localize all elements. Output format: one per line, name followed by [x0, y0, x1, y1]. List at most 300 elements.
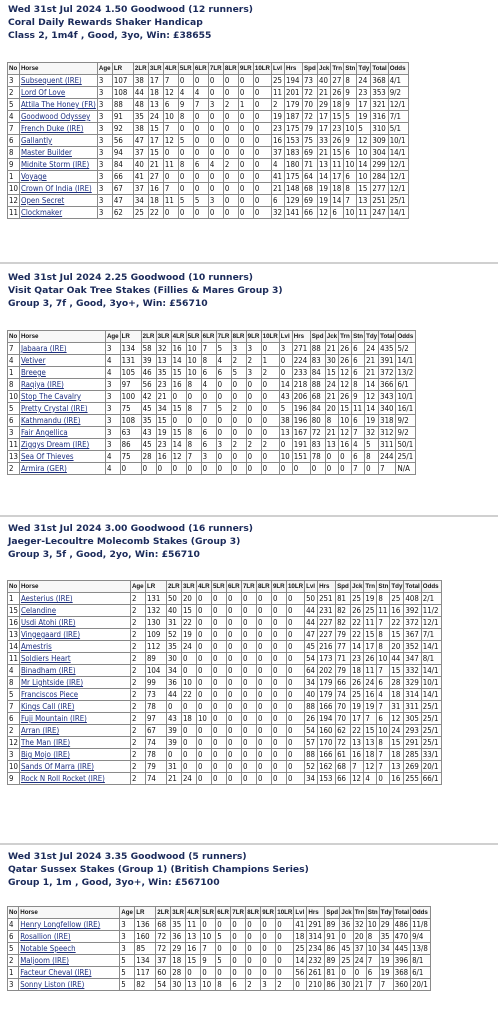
table-cell: 0 — [231, 451, 246, 463]
table-cell: 0 — [246, 919, 261, 931]
horse-link[interactable]: Sonny Liston (IRE) — [19, 979, 120, 991]
column-header[interactable]: 2LR — [156, 907, 171, 919]
table-cell: 3 — [105, 343, 120, 355]
table-cell: 0 — [231, 415, 246, 427]
column-header[interactable]: Odds — [421, 581, 441, 593]
column-header[interactable]: 6LR — [216, 907, 231, 919]
table-cell: 2 — [246, 355, 261, 367]
table-cell: 0 — [261, 967, 276, 979]
column-header[interactable]: Trn — [331, 63, 344, 75]
table-cell: 14/1 — [396, 355, 416, 367]
column-header[interactable]: Trn — [364, 581, 377, 593]
column-header[interactable]: 4LR — [196, 581, 211, 593]
column-header[interactable]: Spd — [310, 331, 325, 343]
table-cell: 79 — [336, 629, 351, 641]
column-header[interactable]: 5LR — [186, 331, 201, 343]
table-cell: 0 — [241, 761, 256, 773]
table-cell: 284 — [371, 171, 388, 183]
horse-link[interactable]: Franciscos Piece — [19, 689, 130, 701]
table-cell: 0 — [216, 967, 231, 979]
column-header[interactable]: Odds — [396, 331, 416, 343]
table-cell: 0 — [279, 463, 292, 475]
column-header[interactable]: Stn — [344, 63, 357, 75]
column-header[interactable]: Jck — [318, 63, 331, 75]
column-header[interactable]: Spd — [303, 63, 318, 75]
horse-link[interactable]: Ziggys Dream (IRE) — [19, 439, 105, 451]
horse-link[interactable]: Rosallion (IRE) — [19, 931, 120, 943]
table-cell: 0 — [211, 665, 226, 677]
table-cell: 16 — [9, 618, 18, 627]
table-cell: 2 — [8, 725, 20, 737]
table-cell: 19 — [318, 195, 331, 207]
table-cell: 34 — [379, 943, 393, 955]
table-cell: 9/2 — [396, 427, 416, 439]
table-cell: 10 — [377, 653, 390, 665]
horse-link[interactable]: Fair Angellica — [19, 427, 105, 439]
table-cell: 8 — [352, 379, 365, 391]
horse-link[interactable]: Aesterius (IRE) — [19, 593, 130, 605]
table-row — [8, 343, 416, 355]
column-header[interactable]: 3LR — [171, 907, 186, 919]
table-cell: 6 — [8, 713, 20, 725]
horse-link[interactable]: Mr Lightside (IRE) — [19, 677, 130, 689]
table-cell: 67 — [145, 725, 166, 737]
column-header[interactable]: 3LR — [148, 63, 163, 75]
column-header[interactable]: Tdy — [379, 907, 393, 919]
horse-link[interactable]: The Man (IRE) — [19, 737, 130, 749]
table-cell: 21 — [365, 367, 379, 379]
horse-link[interactable]: Rock N Roll Rocket (IRE) — [19, 773, 130, 785]
table-cell: 86 — [325, 979, 340, 991]
table-cell: 0 — [256, 677, 271, 689]
column-header[interactable]: 6LR — [201, 331, 216, 343]
table-cell: 305 — [404, 713, 421, 725]
column-header[interactable]: Stn — [366, 907, 379, 919]
table-cell: 23 — [156, 439, 171, 451]
table-cell: 13 — [364, 737, 377, 749]
column-header[interactable]: 6LR — [226, 581, 241, 593]
table-cell: 2 — [8, 87, 20, 99]
table-cell: 0 — [241, 737, 256, 749]
table-cell: 7 — [163, 75, 178, 87]
table-cell: 47 — [112, 195, 133, 207]
column-header[interactable]: Hrs — [318, 581, 336, 593]
column-header[interactable]: Odds — [388, 63, 408, 75]
column-header[interactable]: Tdy — [365, 331, 379, 343]
table-cell: 112 — [145, 641, 166, 653]
horse-link[interactable]: Soldiers Heart — [19, 653, 130, 665]
column-header[interactable]: Age — [105, 331, 120, 343]
column-header[interactable]: 7LR — [208, 63, 223, 75]
table-cell: 82 — [135, 979, 156, 991]
horse-link[interactable]: Kings Call (IRE) — [19, 701, 130, 713]
table-cell: N/A — [396, 463, 416, 475]
table-row — [8, 725, 442, 737]
horse-link[interactable]: Attila The Honey (FR) — [20, 100, 96, 109]
column-header[interactable]: LR — [145, 581, 166, 593]
table-cell: 7 — [377, 749, 390, 761]
table-cell: 27 — [148, 171, 163, 183]
table-cell: 35 — [141, 415, 156, 427]
column-header[interactable]: 9LR — [238, 63, 253, 75]
column-header[interactable]: No — [8, 581, 20, 593]
table-cell: 3 — [97, 99, 112, 111]
column-header[interactable]: Odds — [411, 907, 431, 919]
column-header[interactable]: Hrs — [307, 907, 325, 919]
column-header[interactable]: 2LR — [166, 581, 181, 593]
table-cell: 3 — [105, 427, 120, 439]
table-cell: 367 — [404, 629, 421, 641]
table-cell: 2/1 — [421, 593, 441, 605]
table-cell: 2 — [231, 439, 246, 451]
header-row — [8, 331, 416, 343]
table-cell: 0 — [231, 391, 246, 403]
column-header[interactable]: LR — [135, 907, 156, 919]
table-cell: 0 — [253, 111, 271, 123]
table-cell: 0 — [256, 665, 271, 677]
table-cell: 19 — [272, 111, 285, 123]
horse-link[interactable]: Sands Of Marra (IRE) — [19, 761, 130, 773]
header-row — [8, 907, 431, 919]
horse-link[interactable]: Amestris — [19, 641, 130, 653]
table-cell: 0 — [246, 967, 261, 979]
column-header[interactable]: 5LR — [211, 581, 226, 593]
table-cell: 391 — [379, 355, 396, 367]
column-header[interactable]: 10LR — [253, 63, 271, 75]
table-cell: 0 — [253, 183, 271, 195]
table-cell: 24 — [353, 955, 366, 967]
column-header[interactable]: 3LR — [181, 581, 196, 593]
column-header[interactable]: 10LR — [276, 907, 294, 919]
column-header[interactable]: Tdy — [390, 581, 404, 593]
column-header[interactable]: Stn — [377, 581, 390, 593]
table-cell: 0 — [261, 427, 279, 439]
table-cell: 0 — [271, 653, 286, 665]
table-cell: 72 — [156, 943, 171, 955]
table-cell: 0 — [231, 931, 246, 943]
table-cell: 22 — [351, 725, 364, 737]
table-cell: 0 — [208, 87, 223, 99]
column-header[interactable]: Horse — [19, 581, 130, 593]
table-cell: 0 — [271, 713, 286, 725]
horse-link[interactable]: Open Secret — [19, 195, 97, 207]
horse-link[interactable]: Usdi Atohi (IRE) — [19, 617, 130, 629]
column-header[interactable]: 5LR — [201, 907, 216, 919]
table-cell: 23 — [351, 653, 364, 665]
column-header[interactable]: Jck — [351, 581, 364, 593]
table-cell: 0 — [286, 617, 304, 629]
table-cell: 0 — [211, 761, 226, 773]
table-cell: 0 — [276, 919, 294, 931]
column-header[interactable]: 3LR — [156, 331, 171, 343]
table-cell: 7 — [377, 665, 390, 677]
column-header[interactable]: 8LR — [231, 331, 246, 343]
table-cell: 4 — [208, 159, 223, 171]
horse-link[interactable]: Subsequent (IRE) — [19, 75, 97, 87]
horse-link[interactable]: Master Builder — [19, 147, 97, 159]
table-cell: 72 — [303, 87, 318, 99]
column-header[interactable]: No — [8, 907, 19, 919]
table-cell: 18 — [390, 689, 404, 701]
table-cell: 0 — [211, 641, 226, 653]
column-header[interactable]: 9LR — [261, 907, 276, 919]
horse-link[interactable]: Henry Longfellow (IRE) — [19, 919, 120, 931]
column-header[interactable]: Spd — [336, 581, 351, 593]
column-header[interactable]: 10LR — [261, 331, 279, 343]
horse-link[interactable]: Binadham (IRE) — [19, 665, 130, 677]
table-cell: 368 — [393, 967, 410, 979]
horse-link[interactable]: Pretty Crystal (IRE) — [19, 403, 105, 415]
table-cell: 0 — [276, 931, 294, 943]
column-header[interactable]: 7LR — [216, 331, 231, 343]
column-header[interactable]: LR — [120, 331, 141, 343]
horse-link[interactable]: Gallantly — [19, 135, 97, 147]
column-header[interactable]: 9LR — [246, 331, 261, 343]
table-cell: 17 — [331, 171, 344, 183]
table-cell: 14/1 — [421, 689, 441, 701]
column-header[interactable]: Total — [404, 581, 421, 593]
table-cell: 0 — [171, 415, 186, 427]
table-cell: 3 — [120, 919, 135, 931]
horse-link[interactable]: Breege — [19, 367, 105, 379]
table-cell: 19 — [181, 629, 196, 641]
table-cell: 5/1 — [388, 123, 408, 135]
horse-link[interactable]: Crown Of India (IRE) — [19, 183, 97, 195]
table-cell: 79 — [145, 761, 166, 773]
horse-link[interactable]: Notable Speech — [19, 943, 120, 955]
table-cell: 0 — [253, 171, 271, 183]
table-cell: 9 — [344, 99, 357, 111]
horse-link[interactable]: Midnite Storm (IRE) — [19, 159, 97, 171]
horse-link[interactable]: Goodwood Odyssey — [19, 111, 97, 123]
table-cell: 0 — [196, 701, 211, 713]
column-header[interactable]: Hrs — [285, 63, 303, 75]
table-cell: 4 — [8, 665, 20, 677]
column-header[interactable]: Lvl — [305, 581, 318, 593]
table-cell: 6 — [8, 135, 20, 147]
table-cell: 7 — [193, 99, 208, 111]
table-cell: 299 — [371, 159, 388, 171]
horse-link[interactable]: Voyage — [19, 171, 97, 183]
table-cell: 19 — [364, 593, 377, 605]
column-header[interactable]: No — [8, 331, 20, 343]
column-header[interactable]: LR — [112, 63, 133, 75]
horse-link[interactable]: Maljoom (IRE) — [19, 955, 120, 967]
table-cell: 151 — [292, 451, 310, 463]
table-cell: 216 — [318, 641, 336, 653]
table-cell: 44 — [305, 617, 318, 629]
table-cell: 18 — [390, 749, 404, 761]
horse-link[interactable]: Stop The Cavalry — [19, 391, 105, 403]
column-header[interactable]: Trn — [353, 907, 366, 919]
table-cell: 0 — [196, 761, 211, 773]
horse-link[interactable]: Arran (IRE) — [19, 725, 130, 737]
table-cell: 231 — [318, 605, 336, 617]
column-header[interactable]: Horse — [19, 907, 120, 919]
column-header[interactable]: 4LR — [186, 907, 201, 919]
table-cell: 66/1 — [421, 773, 441, 785]
column-header[interactable]: 7LR — [231, 907, 246, 919]
table-row — [8, 653, 442, 665]
table-cell: 6/1 — [411, 967, 431, 979]
column-header[interactable]: Spd — [325, 907, 340, 919]
horse-link[interactable]: Raqiya (IRE) — [19, 379, 105, 391]
horse-link[interactable]: Big Mojo (IRE) — [19, 749, 130, 761]
horse-link[interactable]: Kathmandu (IRE) — [19, 415, 105, 427]
table-cell: 34 — [156, 403, 171, 415]
table-cell: 85 — [135, 943, 156, 955]
column-header[interactable]: 2LR — [141, 331, 156, 343]
table-cell: 14/1 — [388, 147, 408, 159]
column-header[interactable]: 4LR — [171, 331, 186, 343]
table-cell: 0 — [226, 737, 241, 749]
table-cell: 0 — [223, 135, 238, 147]
table-cell: 160 — [135, 931, 156, 943]
column-header[interactable]: Hrs — [292, 331, 310, 343]
race-header — [0, 3, 498, 42]
race-title: Wed 31st Jul 2024 2.25 Goodwood (10 runners) — [8, 272, 253, 283]
table-cell: 0 — [253, 87, 271, 99]
table-cell: 8 — [8, 677, 20, 689]
table-cell: 21 — [318, 147, 331, 159]
table-cell: 0 — [286, 593, 304, 605]
horse-link[interactable]: Clockmaker — [19, 207, 97, 219]
table-cell: 8 — [8, 379, 20, 391]
race-title: Wed 31st Jul 2024 1.50 Goodwood (12 runners) — [8, 4, 253, 15]
table-cell: 15 — [181, 605, 196, 617]
column-header[interactable]: Age — [120, 907, 135, 919]
horse-link[interactable]: Vetiver — [19, 355, 105, 367]
horse-link[interactable]: Armira (GER) — [19, 463, 105, 475]
column-header[interactable]: 9LR — [271, 581, 286, 593]
horse-link[interactable]: Vingegaard (IRE) — [19, 629, 130, 641]
table-cell: 35 — [171, 919, 186, 931]
column-header[interactable]: No — [8, 63, 20, 75]
table-cell: 25 — [294, 943, 307, 955]
horse-link[interactable]: Sea Of Thieves — [19, 451, 105, 463]
table-cell: 43 — [279, 391, 292, 403]
column-header[interactable]: Total — [379, 331, 396, 343]
table-row — [8, 415, 416, 427]
table-cell: 11 — [9, 440, 18, 449]
table-cell: 6 — [8, 415, 20, 427]
table-cell: 8 — [344, 183, 357, 195]
table-cell: 7 — [364, 713, 377, 725]
table-cell: 131 — [145, 593, 166, 605]
table-cell: 10 — [279, 451, 292, 463]
column-header[interactable]: 10LR — [286, 581, 304, 593]
column-header[interactable]: Jck — [340, 907, 353, 919]
table-cell: 0 — [276, 967, 294, 979]
table-cell: 179 — [318, 689, 336, 701]
table-row — [8, 629, 442, 641]
table-cell: 5 — [193, 195, 208, 207]
table-cell: 0 — [365, 463, 379, 475]
table-cell: 0 — [271, 665, 286, 677]
table-row — [8, 355, 416, 367]
table-cell: 0 — [211, 677, 226, 689]
table-cell: 3 — [97, 147, 112, 159]
table-cell: 187 — [285, 111, 303, 123]
table-cell: 12 — [9, 738, 18, 747]
table-cell: 0 — [241, 749, 256, 761]
column-header[interactable]: 7LR — [241, 581, 256, 593]
column-header[interactable]: 6LR — [193, 63, 208, 75]
column-header[interactable]: Horse — [19, 331, 105, 343]
table-cell: 0 — [163, 171, 178, 183]
column-header[interactable]: Stn — [352, 331, 365, 343]
column-header[interactable]: Age — [97, 63, 112, 75]
column-header[interactable]: 8LR — [256, 581, 271, 593]
column-header[interactable]: Lvl — [272, 63, 285, 75]
table-cell: 16 — [351, 749, 364, 761]
table-cell: 0 — [208, 207, 223, 219]
table-cell: 0 — [223, 111, 238, 123]
table-cell: 0 — [261, 919, 276, 931]
table-cell: 0 — [271, 725, 286, 737]
table-cell: 0 — [253, 207, 271, 219]
horse-link[interactable]: French Duke (IRE) — [19, 123, 97, 135]
horse-link[interactable]: Facteur Cheval (IRE) — [19, 967, 120, 979]
column-header[interactable]: Horse — [19, 63, 97, 75]
table-cell: 3 — [105, 379, 120, 391]
table-cell: 148 — [285, 183, 303, 195]
table-cell: 20/1 — [411, 979, 431, 991]
table-cell: 0 — [256, 653, 271, 665]
column-header[interactable]: Trn — [339, 331, 352, 343]
table-cell: 9 — [352, 391, 365, 403]
table-cell: 0 — [271, 641, 286, 653]
table-cell: 25/1 — [421, 713, 441, 725]
table-cell: 45 — [141, 403, 156, 415]
horse-link[interactable]: Fuji Mountain (IRE) — [19, 713, 130, 725]
runners-table — [7, 330, 416, 475]
column-header[interactable]: Total — [371, 63, 388, 75]
table-cell: 0 — [271, 773, 286, 785]
table-cell: 2 — [246, 439, 261, 451]
horse-link[interactable]: Celandine — [19, 605, 130, 617]
table-cell: 10 — [366, 943, 379, 955]
column-header[interactable]: 2LR — [133, 63, 148, 75]
table-cell: 0 — [201, 919, 216, 931]
table-cell: 332 — [404, 665, 421, 677]
column-header[interactable]: 5LR — [178, 63, 193, 75]
table-row — [8, 605, 442, 617]
table-cell: 293 — [404, 725, 421, 737]
column-header[interactable]: Age — [130, 581, 145, 593]
table-cell: 54 — [156, 979, 171, 991]
column-header[interactable]: Lvl — [294, 907, 307, 919]
horse-link[interactable]: Jabaara (IRE) — [19, 343, 105, 355]
horse-link[interactable]: Lord Of Love — [19, 87, 97, 99]
column-header[interactable]: Jck — [325, 331, 338, 343]
table-cell: 271 — [292, 343, 310, 355]
table-cell: 2 — [130, 761, 145, 773]
column-header[interactable]: Lvl — [279, 331, 292, 343]
column-header[interactable]: 4LR — [163, 63, 178, 75]
column-header[interactable]: 8LR — [246, 907, 261, 919]
table-row — [8, 737, 442, 749]
table-cell: 0 — [286, 629, 304, 641]
column-header[interactable]: 8LR — [223, 63, 238, 75]
table-cell: 8 — [325, 415, 338, 427]
table-cell: 13 — [357, 195, 371, 207]
table-cell: 2 — [130, 713, 145, 725]
table-cell: 17 — [351, 713, 364, 725]
column-header[interactable]: Tdy — [357, 63, 371, 75]
table-cell: 71 — [303, 159, 318, 171]
column-header[interactable]: Total — [393, 907, 410, 919]
